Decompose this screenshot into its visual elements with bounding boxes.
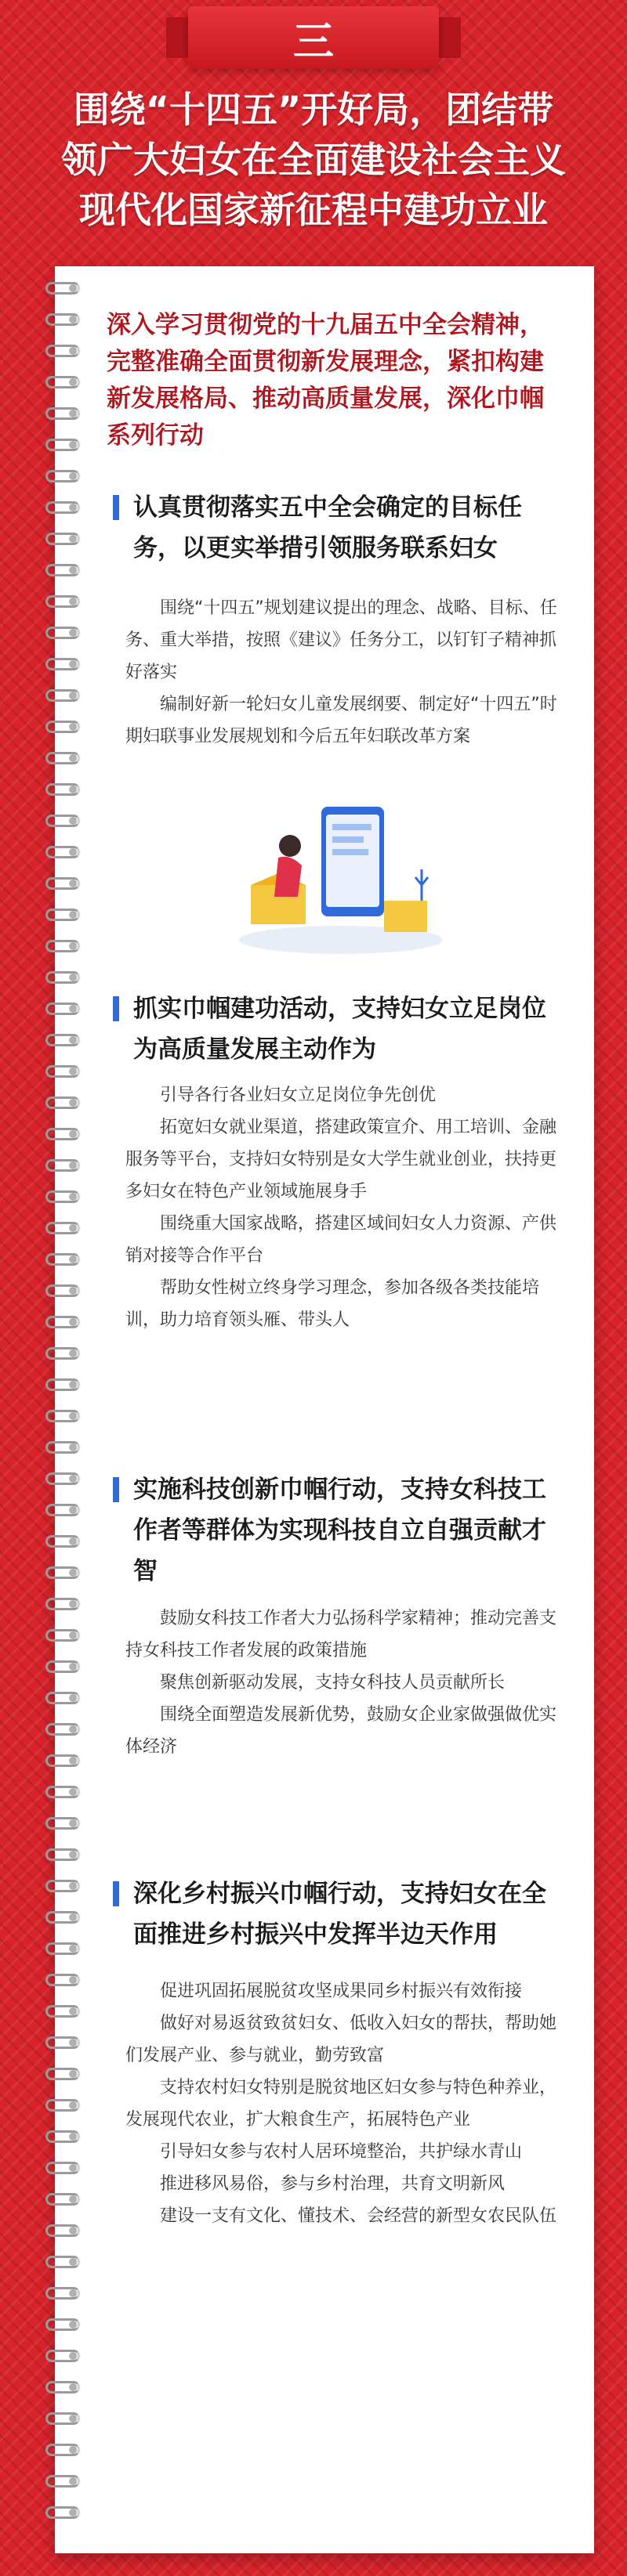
binding-hole [69,2352,77,2360]
binding-hole [69,1412,77,1420]
list-item: 鼓励女科技工作者大力弘扬科学家精神；推动完善支持女科技工作者发展的政策措施 [125,1609,557,1660]
binding-hole [69,1005,77,1013]
binding-hole [69,1913,77,1921]
section-title-text: 实施科技创新巾帼行动，支持女科技工作者等群体为实现科技自立自强贡献才智 [133,1476,546,1585]
binding-hole [69,1725,77,1733]
section-title-text: 抓实巾帼建功活动，支持妇女立足岗位为高质量发展主动作为 [133,995,546,1064]
binding-hole [69,2227,77,2235]
binding-hole [69,2039,77,2047]
section-title-1 [113,487,567,569]
binding-hole [69,1475,77,1483]
binding-hole [69,2164,77,2172]
binding-hole [69,316,77,323]
binding-hole [69,723,77,731]
binding-hole [69,535,77,543]
binding-hole [69,1193,77,1201]
binding-hole [69,1600,77,1608]
binding-hole [69,1537,77,1545]
binding-hole [69,1945,77,1953]
binding-hole [69,347,77,355]
binding-hole [69,817,77,825]
list-item: 编制好新一轮妇女儿童发展纲要、制定好“十四五”时期妇联事业发展规划和今后五年妇联改革方案 [125,695,557,746]
binding-hole [69,1381,77,1389]
binding-hole [69,754,77,762]
binding-hole [69,1976,77,1984]
binding-hole [69,2509,77,2516]
section-title-text: 深化乡村振兴巾帼行动，支持妇女在全面推进乡村振兴中发挥半边天作用 [133,1880,546,1949]
binding-hole [69,2321,77,2329]
list-item: 推进移风易俗，参与乡村治理，共育文明新风 [160,2174,506,2194]
binding-hole [69,692,77,699]
section-title-4 [113,1873,567,1955]
binding-hole [69,1694,77,1702]
section-marker [113,1881,119,1906]
section-number-badge [188,6,439,69]
binding-hole [69,566,77,574]
binding-hole [69,2446,77,2454]
binding-hole [69,1851,77,1859]
list-item: 支持农村妇女特别是脱贫地区妇女参与特色种养业，发展现代农业，扩大粮食生产，拓展特色产业 [125,2078,557,2130]
binding-hole [69,1068,77,1075]
binding-hole [69,1287,77,1295]
binding-hole [69,2007,77,2015]
list-item: 建设一支有文化、懂技术、会经营的新型女农民队伍 [160,2206,557,2226]
headline-line-3: 现代化国家新征程中建功立业 [79,189,548,231]
list-item: 拓宽妇女就业渠道，搭建政策宣介、用工培训、金融服务等平台，支持妇女特别是女大学生就业创业，扶持更多妇女在特色产业领域施展身手 [125,1118,557,1201]
binding-hole [69,1757,77,1765]
binding-hole [69,1130,77,1138]
section-marker [113,1477,119,1502]
section-title-text: 认真贯彻落实五中全会确定的目标任务，以更实举措引领服务联系妇女 [133,493,522,562]
binding-hole [69,1162,77,1169]
binding-hole [69,504,77,511]
binding-hole [69,942,77,950]
list-item: 引导各行各业妇女立足岗位争先创优 [160,1086,437,1105]
binding-hole [69,1569,77,1577]
binding-hole [69,1036,77,1044]
list-item: 聚焦创新驱动发展，支持女科技人员贡献所长 [160,1673,506,1693]
section-items-2 [125,1079,564,1336]
binding-hole [69,1318,77,1326]
section-number: 三 [292,18,334,66]
binding-hole [69,378,77,386]
binding-hole [69,1255,77,1263]
list-item: 引导妇女参与农村人居环境整治，共护绿水青山 [160,2142,523,2162]
binding-hole [69,1663,77,1671]
binding-hole [69,410,77,417]
binding-hole [69,2195,77,2203]
page-headline [0,85,627,235]
list-item: 围绕全面塑造发展新优势，鼓励女企业家做强做优实体经济 [125,1705,557,1757]
section-title-2 [113,988,567,1070]
binding-hole [69,1788,77,1796]
binding-hole [69,284,77,292]
list-item: 围绕重大国家战略，搭建区域间妇女人力资源、产供销对接等合作平台 [125,1214,557,1266]
section-marker [113,996,119,1021]
binding-hole [69,2383,77,2391]
binding-hole [69,441,77,449]
list-item: 做好对易返贫致贫妇女、低收入妇女的帮扶，帮助她们发展产业、参与就业，勤劳致富 [125,2014,557,2065]
binding-hole [69,1349,77,1357]
section-items-1 [125,592,564,753]
binding-hole [69,1224,77,1232]
section-items-4 [125,1975,564,2232]
headline-line-1: 围绕“十四五”开好局，团结带 [73,89,554,131]
binding-hole [69,1443,77,1451]
binding-hole [69,2289,77,2297]
list-item: 促进巩固拓展脱贫攻坚成果同乡村振兴有效衔接 [160,1982,523,2001]
binding-hole [69,911,77,919]
binding-hole [69,848,77,856]
binding-hole [69,1882,77,1890]
binding-hole [69,660,77,668]
list-item: 围绕“十四五”规划建议提出的理念、战略、目标、任务、重大举措，按照《建议》任务分工，以钉钉子精神抓好落实 [125,598,557,682]
section-title-3 [113,1469,567,1591]
binding-hole [69,1819,77,1827]
binding-hole [69,2477,77,2485]
binding-hole [69,2133,77,2141]
binding-hole [69,2101,77,2109]
binding-hole [69,629,77,637]
binding-hole [69,2415,77,2422]
section-marker [113,495,119,520]
binding-hole [69,472,77,480]
section-items-3 [125,1602,564,1763]
woman-with-phone-illustration [235,791,447,956]
binding-hole [69,786,77,793]
binding-hole [69,1099,77,1107]
intro-paragraph: 深入学习贯彻党的十九届五中全会精神，完整准确全面贯彻新发展理念，紧扣构建新发展格局、推动高质量发展，深化巾帼系列行动 [107,311,544,450]
headline-line-2: 领广大妇女在全面建设社会主义 [61,139,566,181]
notebook-spiral-binding [45,282,92,2538]
binding-hole [69,880,77,887]
binding-hole [69,598,77,605]
binding-hole [69,974,77,981]
binding-hole [69,2070,77,2078]
binding-hole [69,1631,77,1639]
list-item: 帮助女性树立终身学习理念，参加各级各类技能培训，助力培育领头雁、带头人 [125,1278,540,1330]
binding-hole [69,1506,77,1514]
binding-hole [69,2258,77,2266]
